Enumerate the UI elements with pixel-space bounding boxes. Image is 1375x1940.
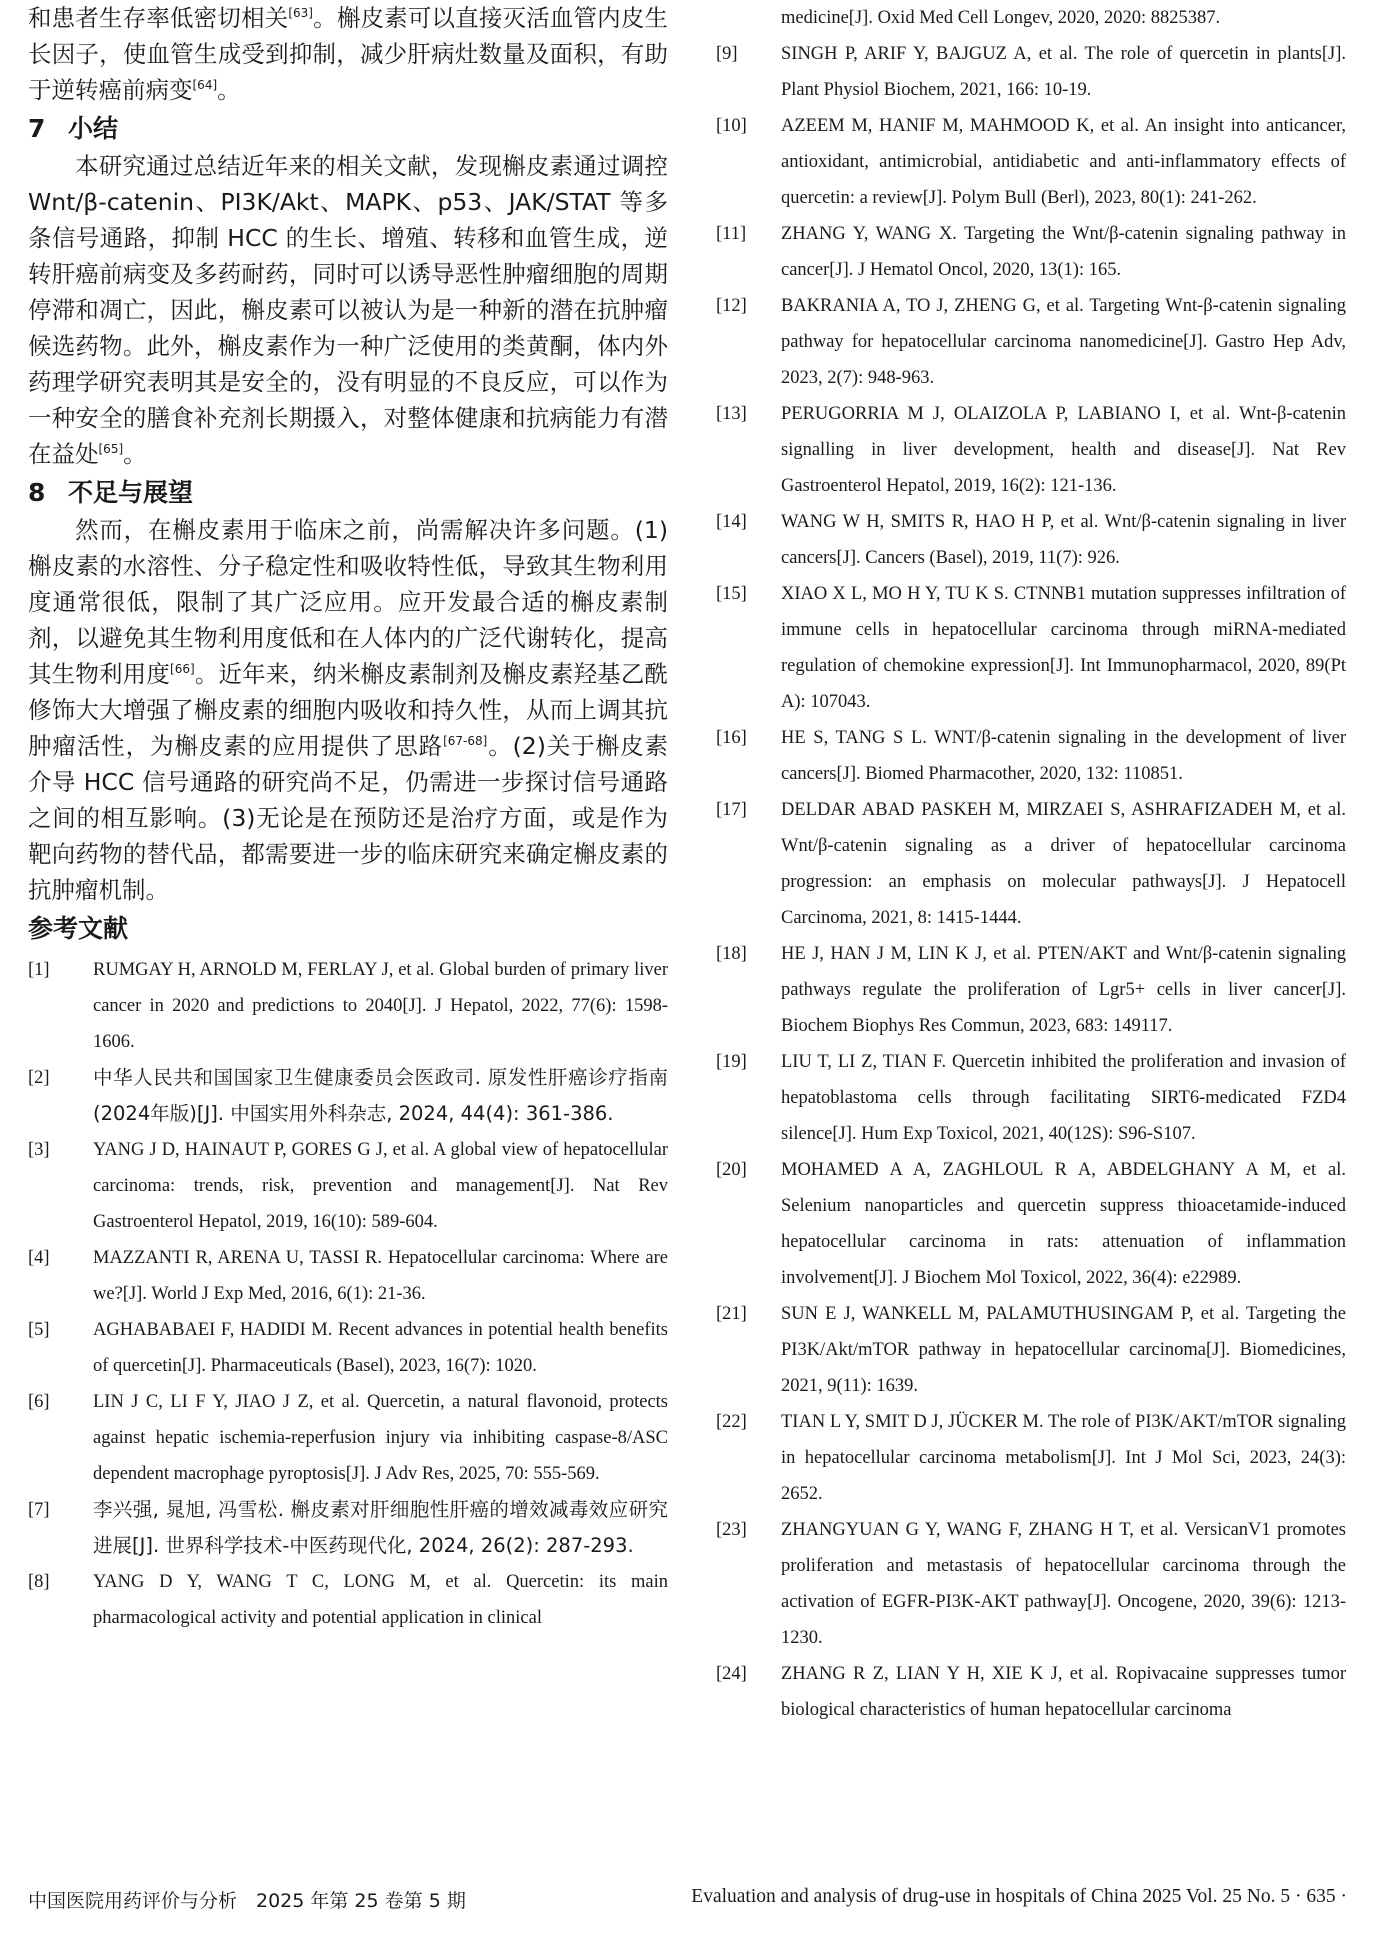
reference-item [716,936,1346,1044]
reference-text: ZHANGYUAN G Y, WANG F, ZHANG H T, et al. VersicanV1 promotes proliferation and metastasis of hepatocellular carcinoma through the activation of EGFR-PI3K-AKT pathway[J]. Oncogene, 2020, 39(6): 1213-1230. [781,1520,1346,1648]
reference-item [716,1512,1346,1656]
reference-text: MOHAMED A A, ZAGHLOUL R A, ABDELGHANY A M, et al. Selenium nanoparticles and quercetin suppress thioacetamide-induced hepatocellular carcinoma in rats: attenuation of inflammation involvement[J]. J Biochem Mol Toxicol, 2022, 36(4): e22989. [781,1160,1346,1288]
reference-number: [14] [716,512,747,532]
reference-text: ZHANG Y, WANG X. Targeting the Wnt/β-catenin signaling pathway in cancer[J]. J Hematol Oncol, 2020, 13(1): 165. [781,224,1346,280]
reference-number: [3] [28,1140,50,1160]
reference-text: AZEEM M, HANIF M, MAHMOOD K, et al. An insight into anticancer, antioxidant, antimicrobial, antidiabetic and anti-inflammatory effects of quercetin: a review[J]. Polym Bull (Berl), 2023, 80(1): 241-262. [781,116,1346,208]
reference-item [716,576,1346,720]
reference-number: [11] [716,224,747,244]
section-7-heading: 7 小结 [28,114,119,143]
reference-number: [1] [28,960,50,980]
reference-number: [18] [716,944,747,964]
reference-number: [22] [716,1412,747,1432]
reference-number: [5] [28,1320,50,1340]
reference-item [28,1384,668,1492]
reference-number: [4] [28,1248,50,1268]
reference-item [28,1492,668,1564]
reference-item [716,288,1346,396]
reference-list-right [716,36,1346,1728]
section-8-heading: 8 不足与展望 [28,478,194,507]
reference-continuation: medicine[J]. Oxid Med Cell Longev, 2020, 2020: 8825387. [781,8,1221,28]
reference-number: [23] [716,1520,747,1540]
citation[interactable]: [65] [98,442,124,457]
section-8-body: 然而，在槲皮素用于临床之前，尚需解决许多问题。(1)槲皮素的水溶性、分子稳定性和吸收特性低，导致其生物利用度通常很低，限制了其广泛应用。应开发最合适的槲皮素制剂，以避免其生物利用度低和在人体内的广泛代谢转化，提高其生物利用度[66]。近年来，纳米槲皮素制剂及槲皮素羟基乙酰修饰大大增强了槲皮素的细胞内吸收和持久性，从而上调其抗肿瘤活性，为槲皮素的应用提供了思路[67-68]。(2)关于槲皮素介导 HCC 信号通路的研究尚不足，仍需进一步探讨信号通路之间的相互影响。(3)无论是在预防还是治疗方面，或是作为靶向药物的替代品，都需要进一步的临床研究来确定槲皮素的抗肿瘤机制。 [28,516,669,904]
reference-item [28,952,668,1060]
reference-text: SINGH P, ARIF Y, BAJGUZ A, et al. The role of quercetin in plants[J]. Plant Physiol Biochem, 2021, 166: 10-19. [781,44,1346,100]
citation[interactable]: [64] [192,78,218,93]
right-column [716,0,1346,1728]
reference-text: SUN E J, WANKELL M, PALAMUTHUSINGAM P, et al. Targeting the PI3K/Akt/mTOR pathway in hepatocellular carcinoma[J]. Biomedicines, 2021, 9(11): 1639. [781,1304,1346,1396]
section-7-body: 本研究通过总结近年来的相关文献，发现槲皮素通过调控 Wnt/β-catenin、PI3K/Akt、MAPK、p53、JAK/STAT 等多条信号通路，抑制 HCC 的生长、增殖、转移和血管生成，逆转肝癌前病变及多药耐药，同时可以诱导恶性肿瘤细胞的周期停滞和凋亡，因此，槲皮素可以被认为是一种新的潜在抗肿瘤候选药物。此外，槲皮素作为一种广泛使用的类黄酮，体内外药理学研究表明其是安全的，没有明显的不良反应，可以作为一种安全的膳食补充剂长期摄入，对整体健康和抗病能力有潜在益处[65]。 [28,152,668,468]
reference-text: YANG D Y, WANG T C, LONG M, et al. Quercetin: its main pharmacological activity and potential application in clinical [93,1572,668,1628]
reference-item [28,1060,668,1132]
reference-text: HE J, HAN J M, LIN K J, et al. PTEN/AKT and Wnt/β-catenin signaling pathways regulate the proliferation of Lgr5+ cells in liver cancer[J]. Biochem Biophys Res Commun, 2023, 683: 149117. [781,944,1346,1036]
reference-number: [8] [28,1572,50,1592]
reference-number: [24] [716,1664,747,1684]
reference-text: 李兴强, 晁旭, 冯雪松. 槲皮素对肝细胞性肝癌的增效减毒效应研究进展[J]. 世界科学技术-中医药现代化, 2024, 26(2): 287-293. [93,1498,668,1557]
reference-text: DELDAR ABAD PASKEH M, MIRZAEI S, ASHRAFIZADEH M, et al. Wnt/β-catenin signaling as a driver of hepatocellular carcinoma progression: an emphasis on molecular pathways[J]. J Hepatocell Carcinoma, 2021, 8: 1415-1444. [781,800,1346,928]
reference-item [716,108,1346,216]
reference-number: [19] [716,1052,747,1072]
reference-item [28,1132,668,1240]
reference-text: TIAN L Y, SMIT D J, JÜCKER M. The role of PI3K/AKT/mTOR signaling in hepatocellular carcinoma metabolism[J]. Int J Mol Sci, 2023, 24(3): 2652. [781,1412,1346,1504]
citation[interactable]: [66] [170,662,195,677]
reference-number: [13] [716,404,747,424]
reference-list-left [28,952,668,1636]
reference-text: HE S, TANG S L. WNT/β-catenin signaling in the development of liver cancers[J]. Biomed Pharmacother, 2020, 132: 110851. [781,728,1346,784]
reference-item [28,1240,668,1312]
journal-name-zh: 中国医院用药评价与分析 2025 年第 25 卷第 5 期 [28,1890,466,1912]
reference-item [28,1564,668,1636]
reference-text: XIAO X L, MO H Y, TU K S. CTNNB1 mutation suppresses infiltration of immune cells in hepatocellular carcinoma through miRNA-mediated regulation of chemokine expression[J]. Int Immunopharmacol, 2020, 89(Pt A): 107043. [781,584,1346,712]
reference-text: YANG J D, HAINAUT P, GORES G J, et al. A global view of hepatocellular carcinoma: trends, risk, prevention and management[J]. Nat Rev Gastroenterol Hepatol, 2019, 16(10): 589-604. [93,1140,668,1232]
reference-text: WANG W H, SMITS R, HAO H P, et al. Wnt/β-catenin signaling in liver cancers[J]. Cancers (Basel), 2019, 11(7): 926. [781,512,1346,568]
reference-item [716,1404,1346,1512]
reference-number: [16] [716,728,747,748]
reference-text: AGHABABAEI F, HADIDI M. Recent advances in potential health benefits of quercetin[J]. Pharmaceuticals (Basel), 2023, 16(7): 1020. [93,1320,668,1376]
reference-number: [17] [716,800,747,820]
reference-text: RUMGAY H, ARNOLD M, FERLAY J, et al. Global burden of primary liver cancer in 2020 and predictions to 2040[J]. J Hepatol, 2022, 77(6): 1598-1606. [93,960,668,1052]
references-heading: 参考文献 [28,914,129,943]
reference-text: PERUGORRIA M J, OLAIZOLA P, LABIANO I, et al. Wnt-β-catenin signalling in liver development, health and disease[J]. Nat Rev Gastroenterol Hepatol, 2019, 16(2): 121-136. [781,404,1346,496]
journal-name-en: Evaluation and analysis of drug-use in hospitals of China 2025 Vol. 25 No. 5 · 635 · [691,1886,1347,1907]
page-footer [28,1880,1347,1920]
citation[interactable]: [67-68] [443,734,488,749]
reference-number: [6] [28,1392,50,1412]
reference-item [716,1044,1346,1152]
reference-number: [2] [28,1068,50,1088]
reference-number: [20] [716,1160,747,1180]
reference-number: [15] [716,584,747,604]
reference-text: LIU T, LI Z, TIAN F. Quercetin inhibited the proliferation and invasion of hepatoblastoma cells through facilitating SIRT6-medicated FZD4 silence[J]. Hum Exp Toxicol, 2021, 40(12S): S96-S107. [781,1052,1346,1144]
reference-item [716,792,1346,936]
reference-text: BAKRANIA A, TO J, ZHENG G, et al. Targeting Wnt-β-catenin signaling pathway for hepatocellular carcinoma nanomedicine[J]. Gastro Hep Adv, 2023, 2(7): 948-963. [781,296,1346,388]
reference-text: MAZZANTI R, ARENA U, TASSI R. Hepatocellular carcinoma: Where are we?[J]. World J Exp Med, 2016, 6(1): 21-36. [93,1248,668,1304]
reference-item [716,1656,1346,1728]
reference-item [716,720,1346,792]
reference-number: [7] [28,1500,50,1520]
reference-number: [10] [716,116,747,136]
reference-text: ZHANG R Z, LIAN Y H, XIE K J, et al. Ropivacaine suppresses tumor biological characteristics of human hepatocellular carcinoma [781,1664,1346,1720]
citation[interactable]: [63] [288,6,313,21]
reference-text: LIN J C, LI F Y, JIAO J Z, et al. Quercetin, a natural flavonoid, protects against hepatic ischemia-reperfusion injury via inhibiting caspase-8/ASC dependent macrophage pyroptosis[J]. J Adv Res, 2025, 70: 555-569. [93,1392,668,1484]
reference-number: [21] [716,1304,747,1324]
reference-item [716,504,1346,576]
reference-item [716,216,1346,288]
reference-item [28,1312,668,1384]
reference-number: [9] [716,44,738,64]
reference-item [716,396,1346,504]
reference-item [716,36,1346,108]
left-column [28,0,668,1636]
reference-number: [12] [716,296,747,316]
reference-item [716,1296,1346,1404]
intro-paragraph: 和患者生存率低密切相关[63]。槲皮素可以直接灭活血管内皮生长因子，使血管生成受到抑制，减少肝病灶数量及面积，有助于逆转癌前病变[64]。 [28,4,669,104]
reference-text: 中华人民共和国国家卫生健康委员会医政司. 原发性肝癌诊疗指南(2024年版)[J]. 中国实用外科杂志, 2024, 44(4): 361-386. [93,1066,668,1125]
reference-item [716,1152,1346,1296]
